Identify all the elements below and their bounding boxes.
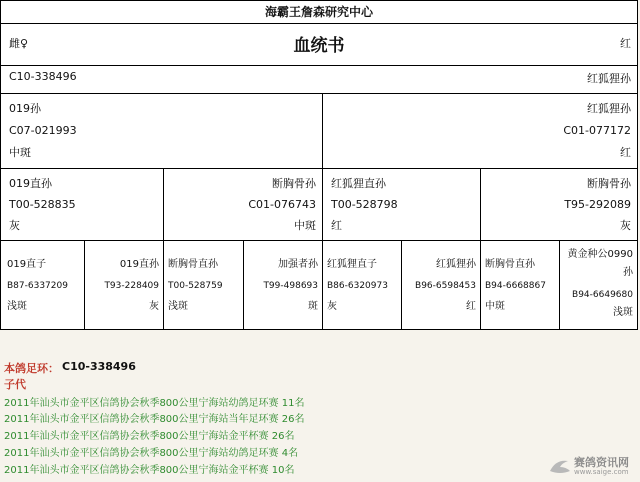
ancestor-cell xyxy=(481,240,560,329)
sex-label: 雌♀ xyxy=(9,37,29,50)
grandparent-cell xyxy=(323,168,481,240)
dam-name: 红狐狸孙 xyxy=(587,102,631,115)
grandparent-ring: T95-292089 xyxy=(564,198,631,211)
grandparent-cell xyxy=(481,168,637,240)
results-section xyxy=(0,330,640,482)
ancestor-ring: B87-6337209 xyxy=(7,281,68,291)
ancestor-name: 019直子 xyxy=(7,259,47,270)
ancestor-cell xyxy=(164,240,244,329)
great-grandparents-row xyxy=(1,240,637,329)
sire-cell xyxy=(1,93,323,168)
ancestor-cell xyxy=(85,240,164,329)
pedigree-header: 海霸王詹森研究中心 xyxy=(1,1,637,24)
sire-color: 中斑 xyxy=(9,146,31,159)
result-item: 2011年汕头市金平区信鸽协会秋季800公里宁海站金平杯赛 26名 xyxy=(4,431,295,442)
result-item: 2011年汕头市金平区信鸽协会秋季800公里宁海站当年足环赛 26名 xyxy=(4,414,305,425)
ancestor-ring: B94-6668867 xyxy=(485,281,546,291)
dam-cell xyxy=(323,93,637,168)
ancestor-color: 红 xyxy=(466,301,476,312)
grandparent-name: 红狐狸直孙 xyxy=(331,177,386,190)
grandparent-ring: T00-528835 xyxy=(9,198,76,211)
ancestor-color: 浅斑 xyxy=(168,301,188,312)
parents-row xyxy=(1,93,637,169)
ancestor-cell xyxy=(1,240,85,329)
ancestor-cell xyxy=(323,240,402,329)
ancestor-name: 断胸骨直孙 xyxy=(168,259,218,270)
ancestor-name: 019直孙 xyxy=(119,259,159,270)
pigeon-icon xyxy=(548,455,572,477)
logo-name: 赛鸽资讯网 xyxy=(574,456,629,469)
grandparent-ring: T00-528798 xyxy=(331,198,398,211)
result-item: 2011年汕头市金平区信鸽协会秋季800公里宁海站幼鸽足环赛 4名 xyxy=(4,448,299,459)
watermark-logo xyxy=(548,454,632,478)
dam-ring: C01-077172 xyxy=(563,124,631,137)
dam-color: 红 xyxy=(620,146,631,159)
title-row xyxy=(1,23,637,66)
ancestor-color: 浅斑 xyxy=(613,307,633,318)
sire-name: 019孙 xyxy=(9,102,41,115)
ancestor-name: 断胸骨直孙 xyxy=(485,259,535,270)
ancestor-ring: T99-498693 xyxy=(263,281,318,291)
bird-strain: 红狐狸孙 xyxy=(587,72,631,85)
ancestor-name: 红狐狸直子 xyxy=(327,259,377,270)
ancestor-cell xyxy=(402,240,481,329)
grandparent-ring: C01-076743 xyxy=(248,198,316,211)
bird-color: 红 xyxy=(620,37,631,50)
ancestor-color: 灰 xyxy=(149,301,159,312)
bird-ring: C10-338496 xyxy=(9,70,77,83)
ancestor-cell xyxy=(244,240,323,329)
grandparent-name: 断胸骨孙 xyxy=(272,177,316,190)
grandparent-color: 中斑 xyxy=(294,219,316,232)
ancestor-ring: B94-6649680 xyxy=(572,290,633,300)
grandparent-name: 断胸骨孙 xyxy=(587,177,631,190)
ancestor-color: 灰 xyxy=(327,301,337,312)
ancestor-ring: B96-6598453 xyxy=(415,281,476,291)
grandparent-color: 红 xyxy=(331,219,342,232)
ancestor-name: 黄金种公0990 xyxy=(567,249,633,260)
grandparent-name: 019直孙 xyxy=(9,177,52,190)
ancestor-name-suffix: 孙 xyxy=(623,267,633,278)
ancestor-color: 斑 xyxy=(308,301,318,312)
ring-value: C10-338496 xyxy=(62,360,136,373)
ancestor-ring: T00-528759 xyxy=(168,281,223,291)
grandparent-cell xyxy=(164,168,323,240)
sire-ring: C07-021993 xyxy=(9,124,77,137)
logo-url: www.saige.com xyxy=(574,468,629,476)
ring-row xyxy=(1,65,637,94)
ancestor-name: 红狐狸孙 xyxy=(436,259,476,270)
result-item: 2011年汕头市金平区信鸽协会秋季800公里宁海站幼鸽足环赛 11名 xyxy=(4,398,305,409)
result-item: 2011年汕头市金平区信鸽协会秋季800公里宁海站金平杯赛 10名 xyxy=(4,465,295,476)
ancestor-name: 加强者孙 xyxy=(278,259,318,270)
grandparent-cell xyxy=(1,168,164,240)
ancestor-ring: T93-228409 xyxy=(104,281,159,291)
grandparent-color: 灰 xyxy=(620,219,631,232)
ancestor-ring: B86-6320973 xyxy=(327,281,388,291)
ring-label: 本鸽足环： xyxy=(4,362,59,375)
offspring-label: 子代 xyxy=(4,378,26,391)
ancestor-color: 浅斑 xyxy=(7,301,27,312)
ancestor-cell xyxy=(560,240,637,329)
grandparent-color: 灰 xyxy=(9,219,20,232)
ancestor-color: 中斑 xyxy=(485,301,505,312)
grandparents-row xyxy=(1,168,637,241)
pedigree-title: 血统书 xyxy=(293,36,345,56)
